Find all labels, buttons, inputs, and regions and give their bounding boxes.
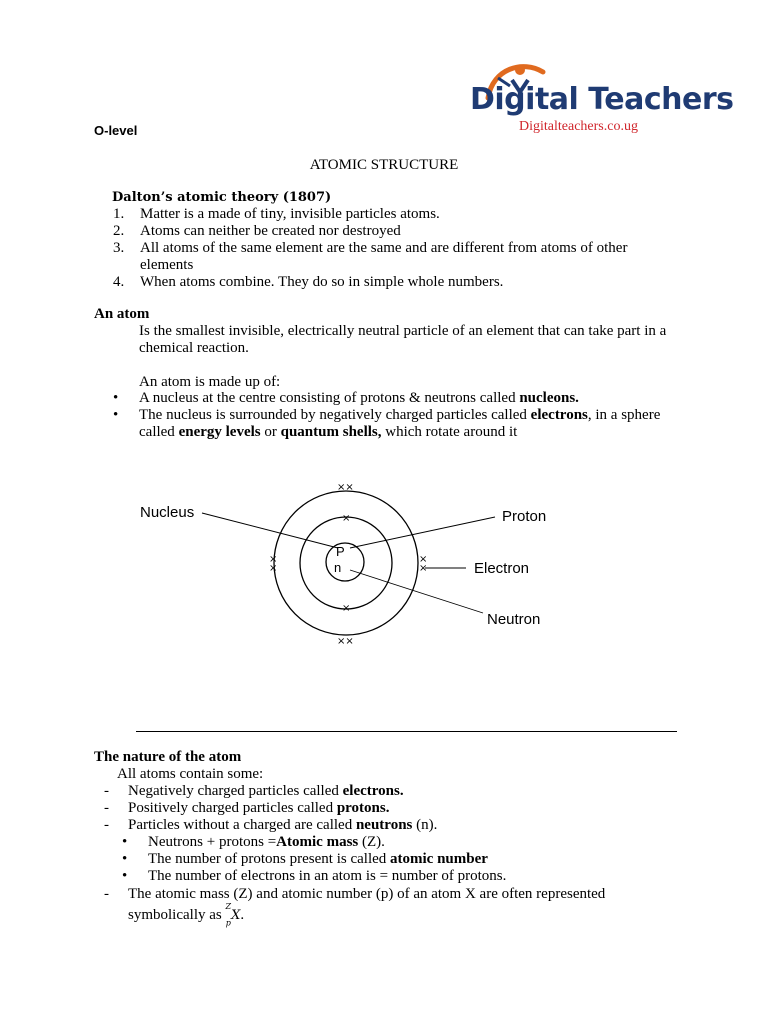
atom-heading: An atom — [94, 306, 150, 322]
nucleus-neutron-letter: n — [334, 560, 342, 575]
list-item: 3. All atoms of the same element are the same and are different from atoms of other elements — [113, 240, 628, 273]
label-proton: Proton — [502, 508, 547, 525]
label-electron: Electron — [474, 560, 530, 577]
list-item: 4. When atoms combine. They do so in simple whole numbers. — [113, 274, 504, 290]
electron-mark: × — [419, 563, 428, 574]
proton-pointer — [350, 517, 495, 548]
electron-mark: × — [342, 513, 351, 524]
nature-intro: All atoms contain some: — [117, 766, 264, 782]
electron-mark: × — [269, 554, 278, 565]
list-item: • The number of electrons in an atom is = number of protons. — [122, 868, 507, 884]
list-item: 1. Matter is a made of tiny, invisible particles atoms. — [113, 206, 440, 222]
list-item: • A nucleus at the centre consisting of protons & neutrons called nucleons. — [113, 390, 579, 406]
label-nucleus: Nucleus — [140, 504, 195, 521]
atom-made-up: An atom is made up of: — [139, 374, 281, 390]
atomic-symbol: $^Z$ $_p$X — [225, 902, 241, 928]
list-item: • Neutrons + protons =Atomic mass (Z). — [122, 834, 385, 850]
inner-shell — [300, 517, 392, 609]
list-item: • The nucleus is surrounded by negatively charged particles called electrons, in a sphere called energy levels or quantum shells, which rotate around it — [113, 407, 661, 440]
nucleus-proton-letter: P — [336, 544, 345, 559]
list-item: - Particles without a charged are called neutrons (n). — [104, 817, 438, 833]
electron-mark: ×× — [337, 482, 354, 493]
logo-url[interactable]: Digitalteachers.co.ug — [519, 119, 638, 134]
label-neutron: Neutron — [487, 611, 541, 628]
electron-mark: × — [419, 554, 428, 565]
dalton-list — [113, 206, 673, 291]
nature-sub-list — [122, 834, 682, 885]
section-divider — [136, 731, 677, 732]
nature-heading: The nature of the atom — [94, 749, 242, 765]
list-item: - Positively charged particles called protons. — [104, 800, 390, 816]
dalton-heading: Dalton’s atomic theory (1807) — [112, 190, 332, 205]
page-title: ATOMIC STRUCTURE — [309, 157, 459, 173]
list-item: 2. Atoms can neither be created nor destroyed — [113, 223, 401, 239]
nucleus-circle — [326, 543, 364, 581]
electron-mark: × — [342, 603, 351, 614]
atom-definition: Is the smallest invisible, electrically neutral particle of an element that can take part in a chemical reaction. — [139, 323, 667, 356]
atom-diagram — [140, 476, 560, 648]
level-label: O-level — [94, 123, 138, 138]
list-item: • The number of protons present is called atomic number — [122, 851, 488, 867]
logo-name: Digital Teachers — [470, 82, 734, 117]
electron-mark: × — [269, 563, 278, 574]
electron-mark: ×× — [337, 636, 354, 647]
nucleus-pointer — [202, 513, 338, 548]
nature-list — [104, 783, 684, 834]
list-item: - Negatively charged particles called electrons. — [104, 783, 404, 799]
atom-components-list — [113, 390, 673, 441]
nature-list-symbol — [104, 886, 684, 928]
list-item: - The atomic mass (Z) and atomic number (p) of an atom X are often represented symbolically as $^Z$ $_p$X. — [104, 886, 606, 928]
